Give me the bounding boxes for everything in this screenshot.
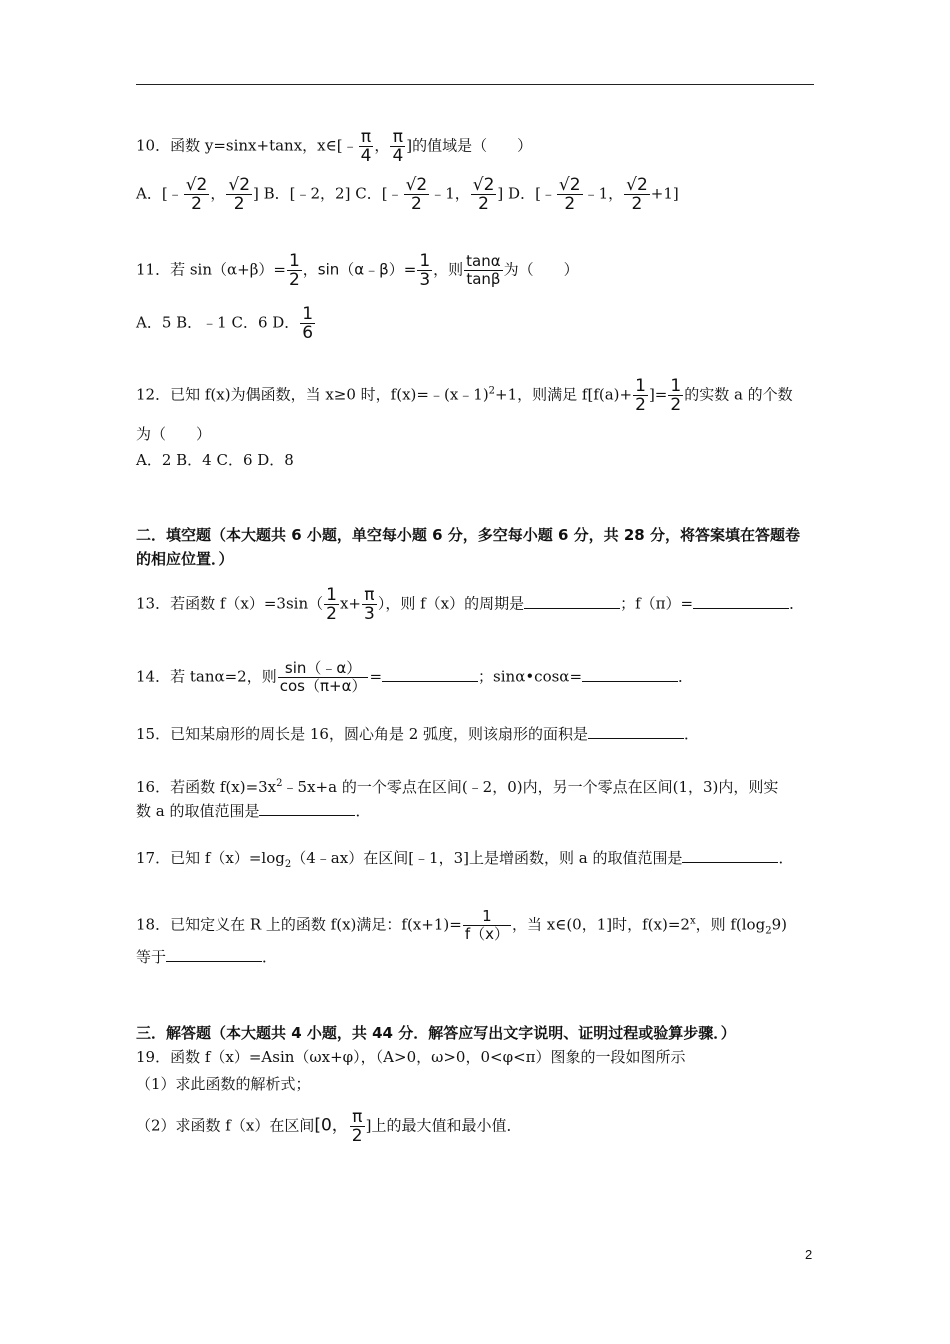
section-2-heading: 二．填空题（本大题共 6 小题，单空每小题 6 分，多空每小题 6 分，共 28 分，将答案填在答题卷 bbox=[136, 526, 800, 544]
page-number: 2 bbox=[805, 1247, 813, 1262]
fraction-one-sixth: $\frac{1}{6}$ bbox=[302, 304, 314, 343]
question-15: 15．已知某扇形的周长是 16，圆心角是 2 弧度，则该扇形的面积是 ． bbox=[136, 725, 700, 743]
fraction-one-over-fx: $\frac{1}{f(x)}$ bbox=[464, 907, 509, 943]
question-14: 14．若 tanα=2，则 $\frac{\sin(﹣\alpha)}{\cos(\pi+\alpha)}$ = ；sinα•cosα= ． bbox=[136, 659, 694, 695]
question-19-part-2: （2）求函数 f（x）在区间[0， $\frac{\pi}{2}$ ]上的最大值和最小值． bbox=[136, 1107, 522, 1146]
fraction-sin-over-cos: $\frac{\sin(﹣\alpha)}{\cos(\pi+\alpha)}$ bbox=[279, 659, 367, 695]
question-18: 18．已知定义在 R 上的函数 f(x)满足：f(x+1)= $\frac{1}{f(x)}$ ，当 x∈(0，1]时，$f(x)=2^x$，则 $f(\log_29)$ bbox=[136, 907, 787, 943]
section-2-heading-line2: 的相应位置．） bbox=[136, 550, 234, 568]
question-19-stem: 19．函数 f（x）=Asin（ωx+φ），（A>0，ω>0，0<φ<π）图象的一段如图所示 bbox=[136, 1048, 686, 1066]
question-18-line2: 等于 ． bbox=[136, 948, 278, 966]
question-16: 16．若函数 $f(x)=3x^2﹣5x+a$ 的一个零点在区间(﹣2，0)内，另一个零点在区间(1，3)内，则实 bbox=[136, 778, 779, 796]
fraction-pi-over-2: $\frac{\pi}{2}$ bbox=[351, 1107, 363, 1146]
answer-blank-period[interactable] bbox=[524, 594, 620, 609]
fraction-pi-over-4: $\frac{\pi}{4}$ bbox=[392, 127, 404, 166]
fraction-sqrt2-over-2: $\frac{√2}{2}$ bbox=[626, 175, 648, 214]
fraction-tan-ratio: $\frac{\tan\alpha}{\tan\beta}$ bbox=[466, 252, 501, 288]
answer-blank-product[interactable] bbox=[582, 667, 678, 682]
answer-blank-value[interactable] bbox=[166, 947, 262, 962]
fraction-one-half: $\frac{1}{2}$ bbox=[635, 376, 646, 415]
fraction-one-half: $\frac{1}{2}$ bbox=[326, 585, 337, 624]
question-10-stem: 10．函数 y=sinx+tanx，x∈[﹣ $\frac{\pi}{4}$ ， $\frac{\pi}{4}$ ]的值域是（ ） bbox=[136, 127, 533, 166]
fraction-sqrt2-over-2: $\frac{√2}{2}$ bbox=[185, 175, 208, 214]
question-12-stem-line2: 为（ ） bbox=[136, 425, 212, 443]
question-12-options: A．2 B．4 C．6 D．8 bbox=[136, 451, 294, 469]
section-3-heading: 三．解答题（本大题共 4 小题，共 44 分．解答应写出文字说明、证明过程或验算步骤．） bbox=[136, 1024, 736, 1042]
fraction-one-half: $\frac{1}{2}$ bbox=[288, 251, 300, 290]
fraction-sqrt2-over-2: $\frac{√2}{2}$ bbox=[405, 175, 428, 214]
answer-blank-range-a[interactable] bbox=[682, 848, 778, 863]
fraction-sqrt2-over-2: $\frac{√2}{2}$ bbox=[558, 175, 581, 214]
answer-blank-f-pi[interactable] bbox=[693, 594, 789, 609]
fraction-pi-over-4: $\frac{\pi}{4}$ bbox=[360, 127, 372, 166]
fraction-sqrt2-over-2: $\frac{√2}{2}$ bbox=[472, 175, 495, 214]
answer-blank-range-a[interactable] bbox=[259, 801, 355, 816]
fraction-pi-over-3: $\frac{\pi}{3}$ bbox=[364, 585, 375, 624]
question-19-part-1: （1）求此函数的解析式； bbox=[136, 1075, 311, 1093]
question-12-stem: 12．已知 f(x)为偶函数，当 x≥0 时，f(x)=﹣(x﹣1)$^2$+1，则满足 f[f(a)+ $\frac{1}{2}$ ]= $\frac{1}{2}$ 的实数 a 的个数 bbox=[136, 376, 793, 415]
question-11-options: A．5 B．﹣1 C．6 D． $\frac{1}{6}$ bbox=[136, 304, 314, 343]
fraction-one-half: $\frac{1}{2}$ bbox=[670, 376, 682, 415]
question-17: 17．已知 $f(x)=\log_2(4﹣ax)$在区间[﹣1，3]上是增函数，则 a 的取值范围是 ． bbox=[136, 849, 794, 870]
question-10-options: A．[﹣ $\frac{√2}{2}$ ， $\frac{√2}{2}$ ] B．[﹣2，2] C．[﹣ $\frac{√2}{2}$ ﹣1， $\frac{√2}{2}$ ] D．[﹣ $\frac{√2}{2}$ ﹣1， $\frac{√2}{2}$ +1] bbox=[136, 175, 679, 214]
fraction-one-third: $\frac{1}{3}$ bbox=[419, 251, 431, 290]
answer-blank-ratio[interactable] bbox=[382, 667, 478, 682]
question-13: 13．若函数 f（x）=3sin（ $\frac{1}{2}$ x+ $\frac{\pi}{3}$ ），则 f（x）的周期是 ；f（π）= ． bbox=[136, 585, 805, 624]
question-16-line2: 数 a 的取值范围是 ． bbox=[136, 802, 371, 820]
header-rule bbox=[136, 84, 814, 85]
question-11-stem: 11．若 sin（α+β）= $\frac{1}{2}$ ，sin（α﹣β）= $\frac{1}{3}$ ，则 $\frac{\tan\alpha}{\tan\beta}$ 为（ ） bbox=[136, 251, 579, 290]
answer-blank-area[interactable] bbox=[588, 724, 684, 739]
fraction-sqrt2-over-2: $\frac{√2}{2}$ bbox=[228, 175, 251, 214]
